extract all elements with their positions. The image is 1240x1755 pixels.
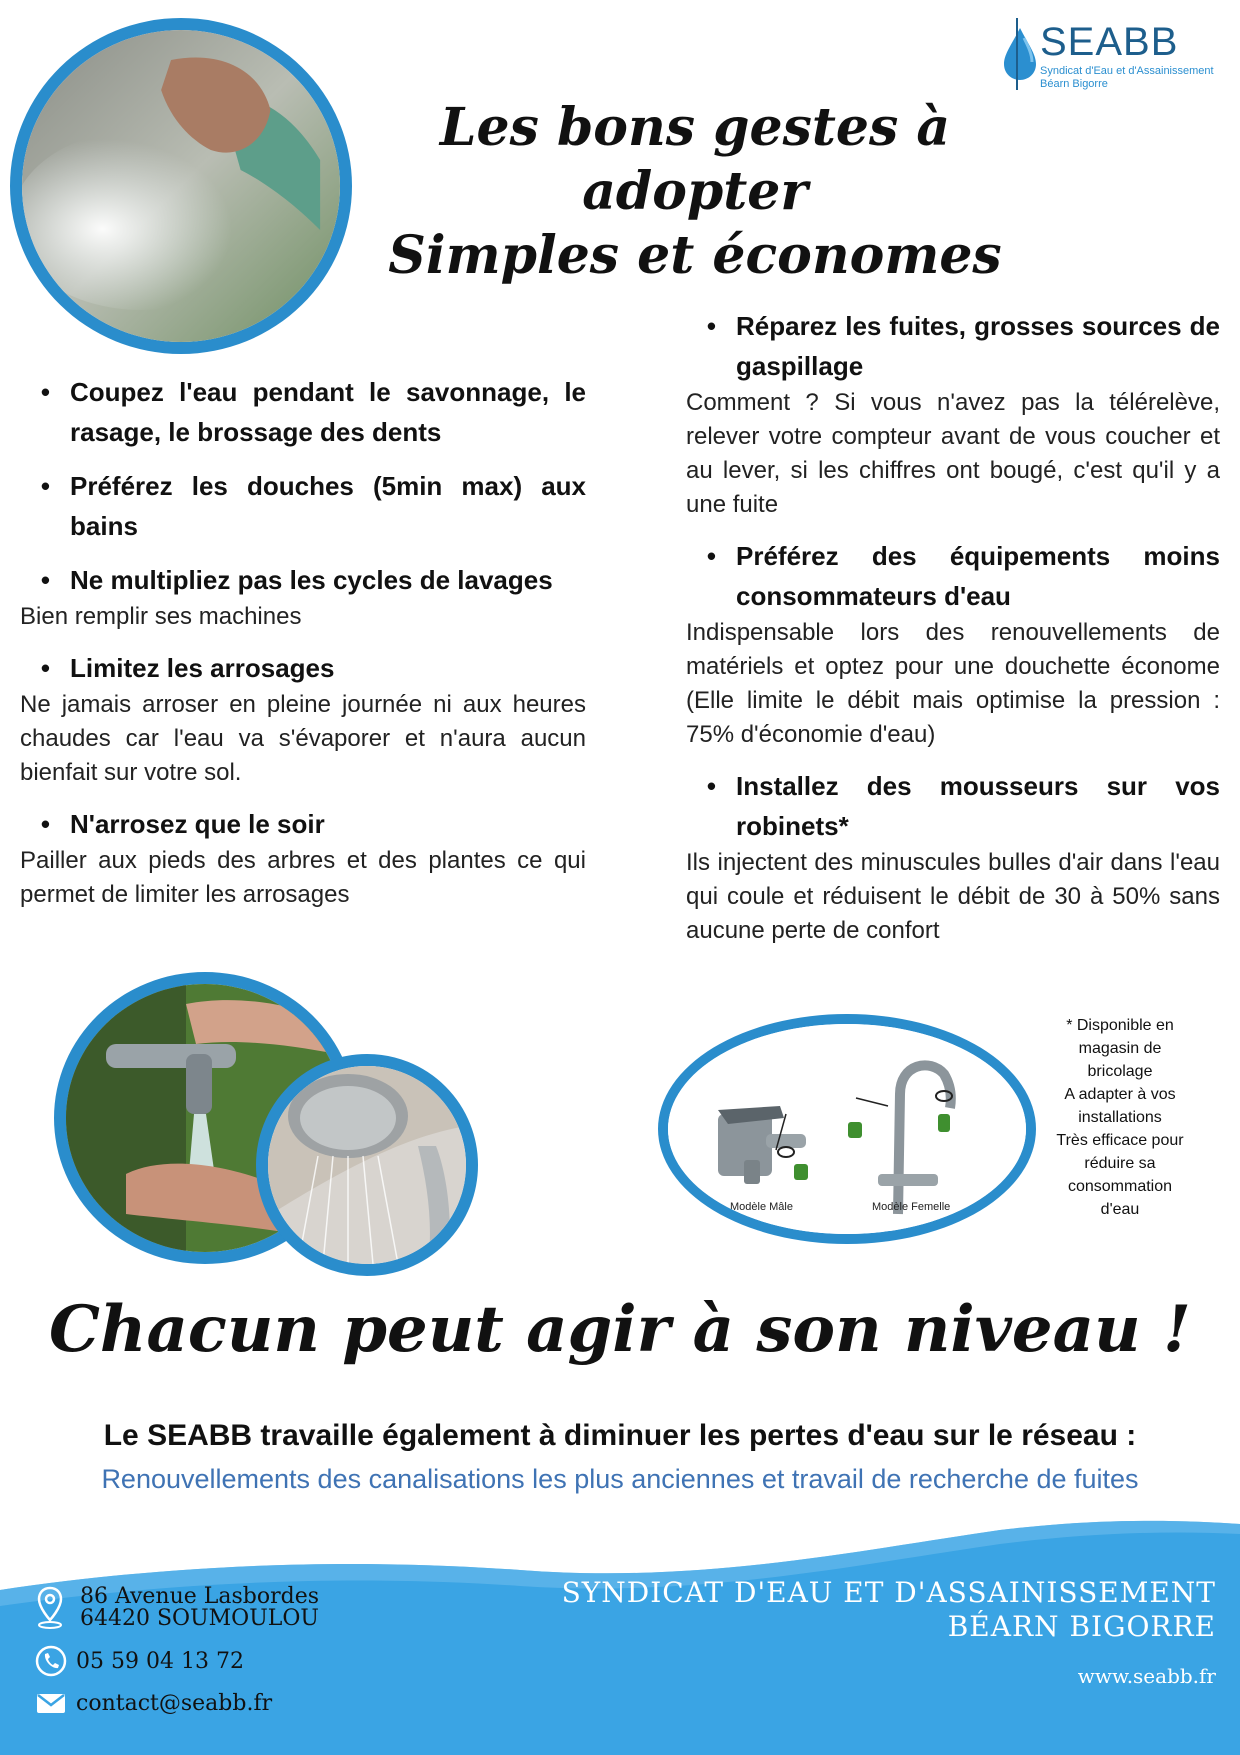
footer-phone[interactable] — [34, 1644, 244, 1678]
org-line1: SYNDICAT D'EAU ET D'ASSAINISSEMENT — [561, 1576, 1216, 1609]
right-column — [686, 306, 1220, 962]
note-line: consommation — [1067, 1178, 1173, 1195]
seabb-logo — [998, 14, 1228, 94]
note-line: magasin de — [1078, 1040, 1162, 1057]
tip-item — [20, 372, 586, 452]
note-line: Très efficace pour — [1056, 1132, 1184, 1149]
logo-subtitle-line2: Béarn Bigorre — [1040, 78, 1108, 90]
note-line: installations — [1078, 1109, 1162, 1126]
tip-heading: Préférez les douches (5min max) aux bains — [70, 471, 586, 541]
bullet-icon: • — [40, 809, 50, 839]
page-title — [330, 96, 1060, 288]
water-drop-icon — [998, 24, 1042, 82]
phone-number[interactable]: 05 59 04 13 72 — [76, 1648, 244, 1674]
footer-email[interactable] — [34, 1686, 272, 1720]
tip-description: Comment ? Si vous n'avez pas la télérelève, relever votre compteur avant de vous coucher et au lever, si les chiffres ont bougé, c'est qu'il y a une fuite — [686, 389, 1220, 518]
tip-heading: Réparez les fuites, grosses sources de gaspillage — [736, 311, 1220, 381]
statement-sub: Renouvellements des canalisations les plus anciennes et travail de recherche de fuites — [101, 1464, 1139, 1494]
bullet-icon: • — [40, 377, 50, 407]
tip-heading: Ne multipliez pas les cycles de lavages — [70, 565, 553, 595]
tip-item — [20, 466, 586, 546]
note-line: * Disponible en — [1066, 1017, 1174, 1034]
mail-icon — [34, 1686, 68, 1720]
tip-description: Bien remplir ses machines — [20, 603, 302, 630]
note-line: bricolage — [1087, 1063, 1153, 1080]
hose-photo — [10, 18, 352, 354]
tip-heading: Limitez les arrosages — [70, 653, 335, 683]
tip-heading: N'arrosez que le soir — [70, 809, 325, 839]
title-line2: Simples et économes — [388, 225, 1002, 286]
left-column — [20, 372, 586, 926]
tip-item — [686, 536, 1220, 752]
bullet-icon: • — [706, 541, 716, 571]
footer-organization — [562, 1576, 1216, 1644]
tip-description: Ne jamais arroser en pleine journée ni aux heures chaudes car l'eau va s'évaporer et n'aura aucun bienfait sur votre sol. — [20, 691, 586, 786]
tip-heading: Préférez des équipements moins consommateurs d'eau — [736, 541, 1220, 611]
logo-divider — [1016, 18, 1018, 90]
title-line1: Les bons gestes à adopter — [439, 97, 951, 222]
aerator-note — [1036, 1014, 1204, 1221]
aerator-label-male: Modèle Mâle — [730, 1201, 793, 1213]
email-address[interactable]: contact@seabb.fr — [76, 1690, 273, 1716]
tip-description: Ils injectent des minuscules bulles d'air dans l'eau qui coule et réduisent le débit de 30 à 50% sans aucune perte de confort — [686, 849, 1220, 944]
aerator-illustration — [658, 1014, 1036, 1244]
address-line2: 64420 SOUMOULOU — [80, 1606, 319, 1631]
note-line: d'eau — [1100, 1201, 1140, 1218]
logo-name: SEABB — [1040, 20, 1179, 64]
bullet-icon: • — [706, 771, 716, 801]
slogan: Chacun peut agir à son niveau ! — [48, 1292, 1192, 1367]
tip-description: Indispensable lors des renouvellements de matériels et optez pour une douchette économe (Elle limite le débit mais optimise la pression : 75% d'économie d'eau) — [686, 619, 1220, 748]
address-line1: 86 Avenue Lasbordes — [80, 1584, 320, 1609]
phone-icon — [34, 1644, 68, 1678]
tip-description: Pailler aux pieds des arbres et des plantes ce qui permet de limiter les arrosages — [20, 847, 586, 908]
tip-item — [686, 306, 1220, 522]
footer-address — [36, 1586, 319, 1630]
shower-photo — [256, 1054, 478, 1276]
aerator-label-female: Modèle Femelle — [872, 1201, 951, 1213]
footer-website[interactable]: www.seabb.fr — [1077, 1664, 1216, 1688]
tip-heading: Installez des mousseurs sur vos robinets* — [736, 771, 1220, 841]
logo-subtitle-line1: Syndicat d'Eau et d'Assainissement — [1040, 65, 1214, 77]
bullet-icon: • — [40, 565, 50, 595]
location-pin-icon — [36, 1586, 64, 1630]
org-line2: BÉARN BIGORRE — [947, 1610, 1216, 1643]
tip-item — [20, 648, 586, 790]
bullet-icon: • — [40, 471, 50, 501]
note-line: A adapter à vos — [1064, 1086, 1176, 1103]
note-line: réduire sa — [1084, 1155, 1156, 1172]
tip-heading: Coupez l'eau pendant le savonnage, le rasage, le brossage des dents — [70, 377, 586, 447]
tip-item — [686, 766, 1220, 948]
bullet-icon: • — [706, 311, 716, 341]
statement-main: Le SEABB travaille également à diminuer les pertes d'eau sur le réseau : — [103, 1419, 1137, 1452]
tip-item — [20, 804, 586, 912]
tip-item — [20, 560, 586, 634]
bullet-icon: • — [40, 653, 50, 683]
logo-subtitle — [1040, 65, 1214, 91]
